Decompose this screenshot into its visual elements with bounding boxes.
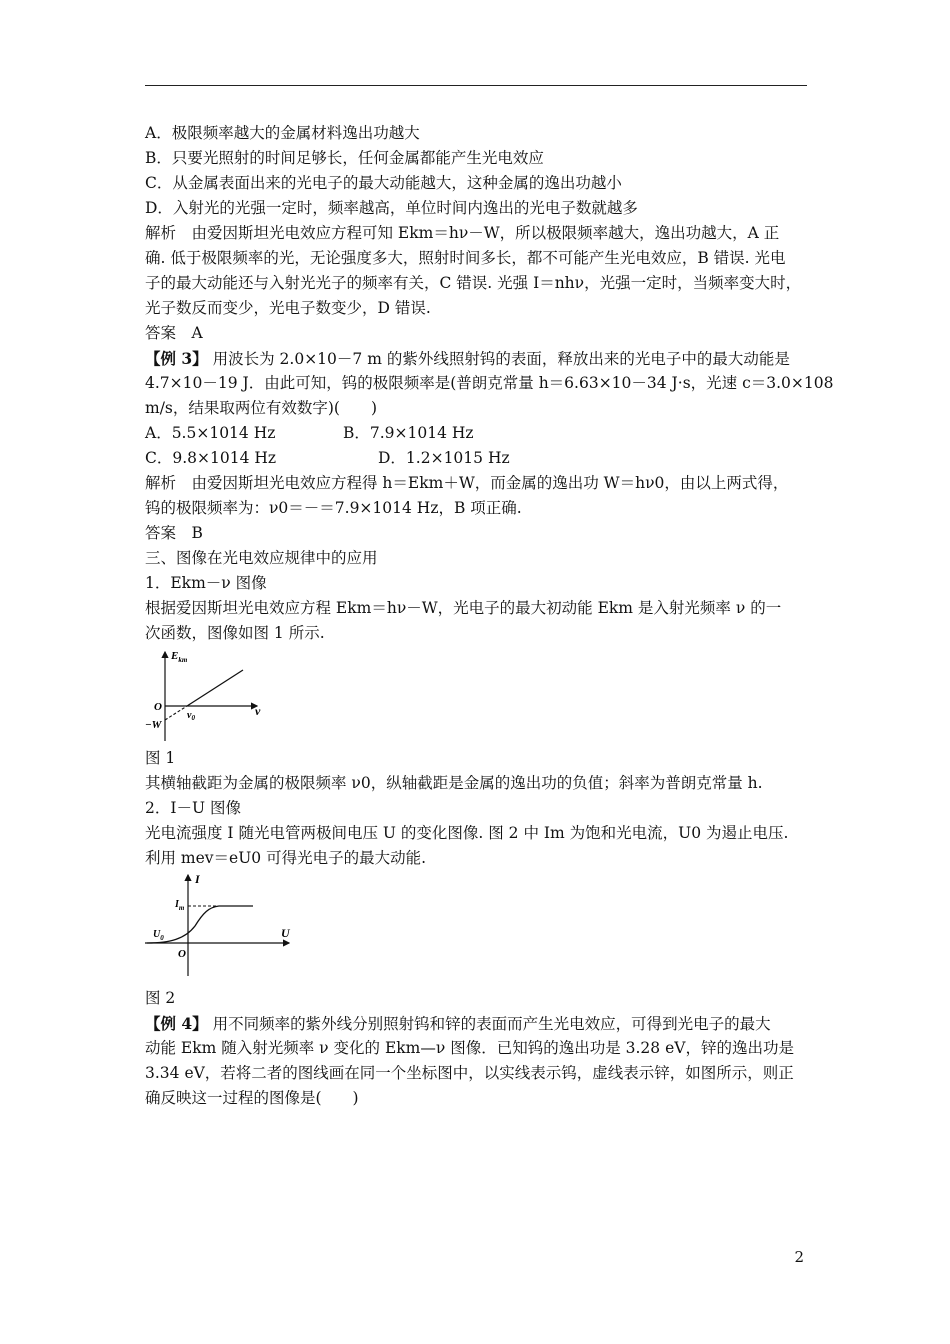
paragraph-line: 光电流强度 I 随光电管两极间电压 U 的变化图像. 图 2 中 Im 为饱和光电流，U0 为遏止电压. bbox=[145, 824, 789, 842]
paragraph-line: 根据爱因斯坦光电效应方程 Ekm＝hν－W，光电子的最大初动能 Ekm 是入射光频率 ν 的一 bbox=[145, 599, 782, 617]
option-a: A．极限频率越大的金属材料逸出功越大 bbox=[145, 124, 420, 142]
threshold-frequency-label: $\nu_0$ bbox=[187, 710, 195, 722]
example-4-line: 确反映这一过程的图像是( ) bbox=[145, 1089, 359, 1107]
analysis-line: 解析 由爱因斯坦光电效应方程可知 Ekm＝hν－W，所以极限频率越大，逸出功越大，A 正 bbox=[145, 224, 780, 242]
x-axis-label: ν bbox=[255, 704, 261, 718]
origin-label: O bbox=[154, 701, 162, 713]
figure-1 bbox=[145, 646, 275, 746]
example-4-line bbox=[145, 1011, 809, 1036]
y-intercept-label: −W bbox=[145, 719, 162, 731]
option-b: B．7.9×1014 Hz bbox=[343, 424, 474, 442]
analysis-line: 光子数反而变少，光电子数变少，D 错误. bbox=[145, 299, 431, 317]
example-4-line: 动能 Ekm 随入射光频率 ν 变化的 Ekm—ν 图像．已知钨的逸出功是 3.28 eV，锌的逸出功是 bbox=[145, 1039, 794, 1057]
subsection-heading: 1．Ekm－ν 图像 bbox=[145, 574, 267, 592]
document-body bbox=[145, 121, 834, 1111]
options-row bbox=[145, 421, 809, 446]
answer: 答案 B bbox=[145, 524, 203, 542]
figure-caption: 图 2 bbox=[145, 989, 176, 1007]
analysis-line: 钨的极限频率为：ν0＝－＝7.9×1014 Hz，B 项正确. bbox=[145, 499, 522, 517]
figure-caption: 图 1 bbox=[145, 749, 176, 767]
example-3-text: 用波长为 2.0×10－7 m 的紫外线照射钨的表面，释放出来的光电子中的最大动能是 bbox=[207, 350, 790, 368]
option-a: A．5.5×1014 Hz bbox=[145, 424, 276, 442]
example-4-line: 3.34 eV，若将二者的图线画在同一个坐标图中，以实线表示钨，虚线表示锌，如图所示，则正 bbox=[145, 1064, 794, 1082]
option-d: D．1.2×1015 Hz bbox=[378, 449, 510, 467]
paragraph-line: 其横轴截距为金属的极限频率 ν0，纵轴截距是金属的逸出功的负值；斜率为普朗克常量 h. bbox=[145, 774, 763, 792]
analysis-line: 解析 由爱因斯坦光电效应方程得 h＝Ekm＋W，而金属的逸出功 W＝hν0，由以上两式得， bbox=[145, 474, 789, 492]
section-heading: 三、图像在光电效应规律中的应用 bbox=[145, 549, 378, 567]
example-4-tag: 【例 4】 bbox=[145, 1014, 208, 1033]
options-row bbox=[145, 446, 809, 471]
origin-label: O bbox=[178, 948, 186, 960]
example-3-line bbox=[145, 346, 809, 371]
option-d: D．入射光的光强一定时，频率越高，单位时间内逸出的光电子数就越多 bbox=[145, 199, 638, 217]
paragraph-line: 利用 mev＝eU0 可得光电子的最大动能. bbox=[145, 849, 427, 867]
paragraph-line: 次函数，图像如图 1 所示. bbox=[145, 624, 325, 642]
analysis-line: 确. 低于极限频率的光，无论强度多大，照射时间多长，都不可能产生光电效应，B 错误. 光电 bbox=[145, 249, 786, 267]
stopping-voltage-label: $U_0$ bbox=[153, 929, 164, 942]
analysis-line: 子的最大动能还与入射光光子的频率有关，C 错误. 光强 I＝nhν，光强一定时，当频率变大时， bbox=[145, 274, 802, 292]
answer: 答案 A bbox=[145, 324, 203, 342]
figure-2 bbox=[145, 871, 305, 986]
subsection-heading: 2．I－U 图像 bbox=[145, 799, 241, 817]
example-3-line: 4.7×10－19 J．由此可知，钨的极限频率是(普朗克常量 h＝6.63×10－34 J·s，光速 c＝3.0×108 bbox=[145, 374, 834, 392]
header-rule bbox=[145, 85, 807, 86]
option-c: C．9.8×1014 Hz bbox=[145, 449, 277, 467]
y-axis-label: $E_{km}$ bbox=[171, 650, 188, 664]
dashed-extension bbox=[165, 706, 187, 720]
solid-line bbox=[187, 670, 243, 706]
option-c: C．从金属表面出来的光电子的最大动能越大，这种金属的逸出功越小 bbox=[145, 174, 622, 192]
x-axis-label: U bbox=[281, 926, 290, 940]
example-3-tag: 【例 3】 bbox=[145, 349, 208, 368]
page-number: 2 bbox=[794, 1248, 804, 1266]
y-axis-label: I bbox=[195, 872, 200, 886]
option-b: B．只要光照射的时间足够长，任何金属都能产生光电效应 bbox=[145, 149, 544, 167]
saturation-current-label: $I_m$ bbox=[175, 899, 185, 912]
example-3-line: m/s，结果取两位有效数字)( ) bbox=[145, 399, 378, 417]
example-4-text: 用不同频率的紫外线分别照射钨和锌的表面而产生光电效应，可得到光电子的最大 bbox=[207, 1015, 771, 1033]
